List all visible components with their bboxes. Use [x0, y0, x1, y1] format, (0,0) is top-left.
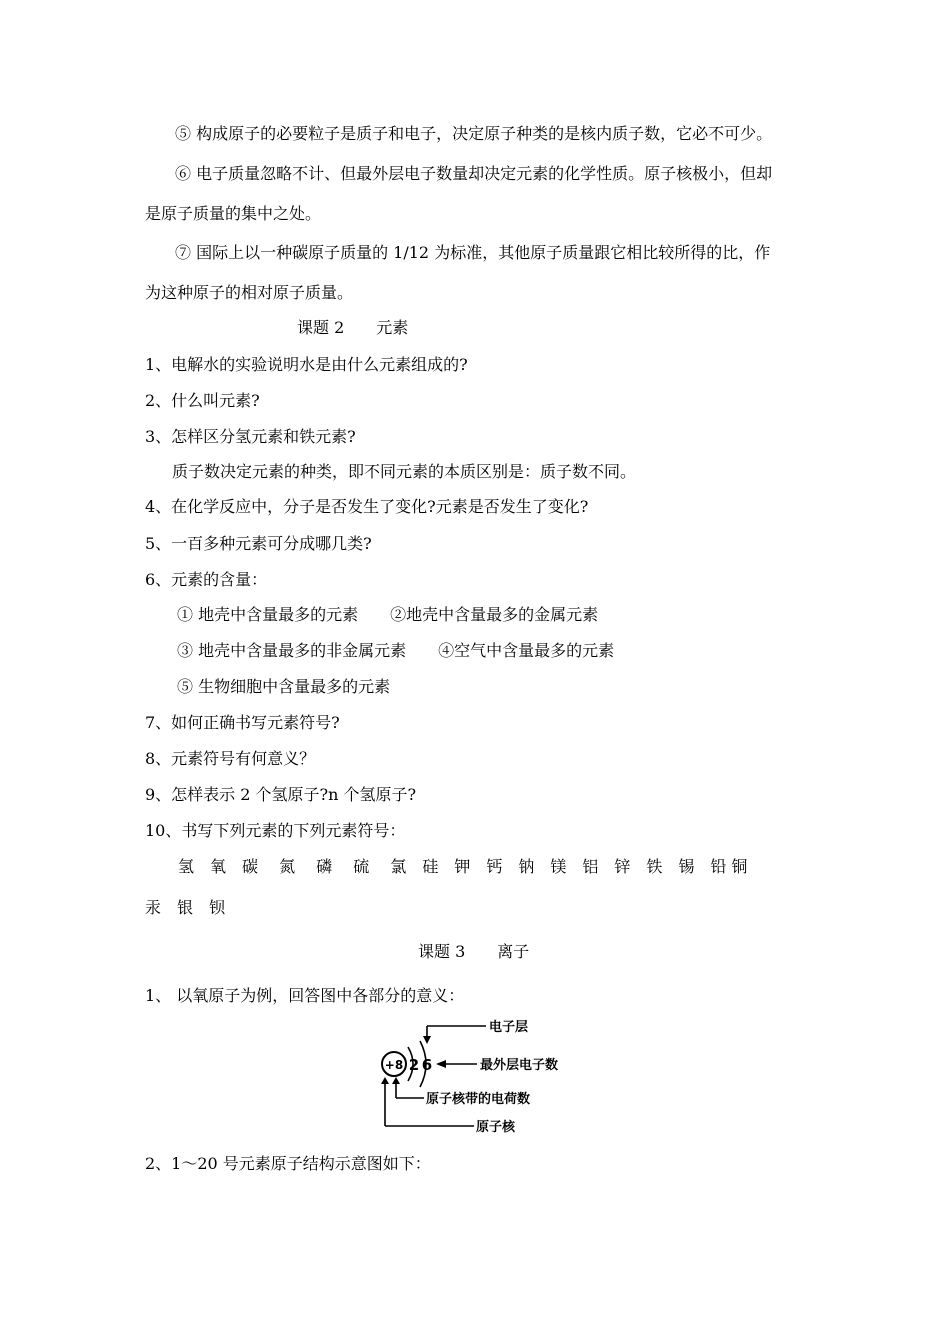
- inner-shell-electrons: 2: [408, 1056, 420, 1074]
- text-line: ⑦ 国际上以一种碳原子质量的 1/12 为标准，其他原子质量跟它相比较所得的比，作: [175, 243, 771, 262]
- label-electron-shell: 电子层: [489, 1020, 529, 1035]
- nucleus-charge-label: +8: [384, 1058, 404, 1072]
- question: 3、怎样区分氢元素和铁元素?: [145, 427, 356, 446]
- sub-item: ⑤ 生物细胞中含量最多的元素: [177, 677, 391, 696]
- question: 2、什么叫元素?: [145, 391, 260, 410]
- label-nucleus: 原子核: [476, 1120, 516, 1135]
- question: 7、如何正确书写元素符号?: [145, 713, 340, 732]
- outer-shell-electrons: 6: [421, 1056, 433, 1074]
- section-heading: 课题 2 元素: [297, 318, 409, 337]
- question: 10、书写下列元素的下列元素符号：: [145, 821, 406, 840]
- element-list: 氢 氧 碳 氮 磷 硫 氯 硅 钾 钙 钠 镁 铝 锌 铁 锡 铅 铜: [178, 857, 748, 876]
- question: 8、元素符号有何意义？: [145, 749, 316, 768]
- element-list: 汞 银 钡: [145, 898, 226, 917]
- section-heading: 课题 3 离子: [418, 942, 530, 961]
- sub-item: ③ 地壳中含量最多的非金属元素 ④空气中含量最多的元素: [177, 641, 615, 660]
- text-line: 为这种原子的相对原子质量。: [145, 283, 354, 302]
- question: 5、一百多种元素可分成哪几类?: [145, 534, 372, 553]
- question: 1、 以氧原子为例，回答图中各部分的意义：: [145, 986, 465, 1005]
- answer-text: 质子数决定元素的种类，即不同元素的本质区别是：质子数不同。: [172, 462, 637, 481]
- question: 6、元素的含量：: [145, 570, 268, 589]
- text-line: ⑤ 构成原子的必要粒子是质子和电子，决定原子种类的是核内质子数，它必不可少。: [175, 124, 773, 143]
- text-line: 是原子质量的集中之处。: [145, 204, 322, 223]
- text-line: ⑥ 电子质量忽略不计、但最外层电子数量却决定元素的化学性质。原子核极小，但却: [175, 164, 773, 183]
- question: 4、在化学反应中，分子是否发生了变化?元素是否发生了变化?: [145, 497, 589, 516]
- question: 1、电解水的实验说明水是由什么元素组成的?: [145, 355, 468, 374]
- label-outer-electrons: 最外层电子数: [480, 1058, 559, 1073]
- label-nuclear-charge: 原子核带的电荷数: [426, 1092, 531, 1107]
- sub-item: ① 地壳中含量最多的元素 ②地壳中含量最多的金属元素: [177, 605, 599, 624]
- question: 2、1～20 号元素原子结构示意图如下：: [145, 1154, 431, 1173]
- oxygen-atom-diagram: [370, 1014, 580, 1140]
- question: 9、怎样表示 2 个氢原子?n 个氢原子?: [145, 785, 417, 804]
